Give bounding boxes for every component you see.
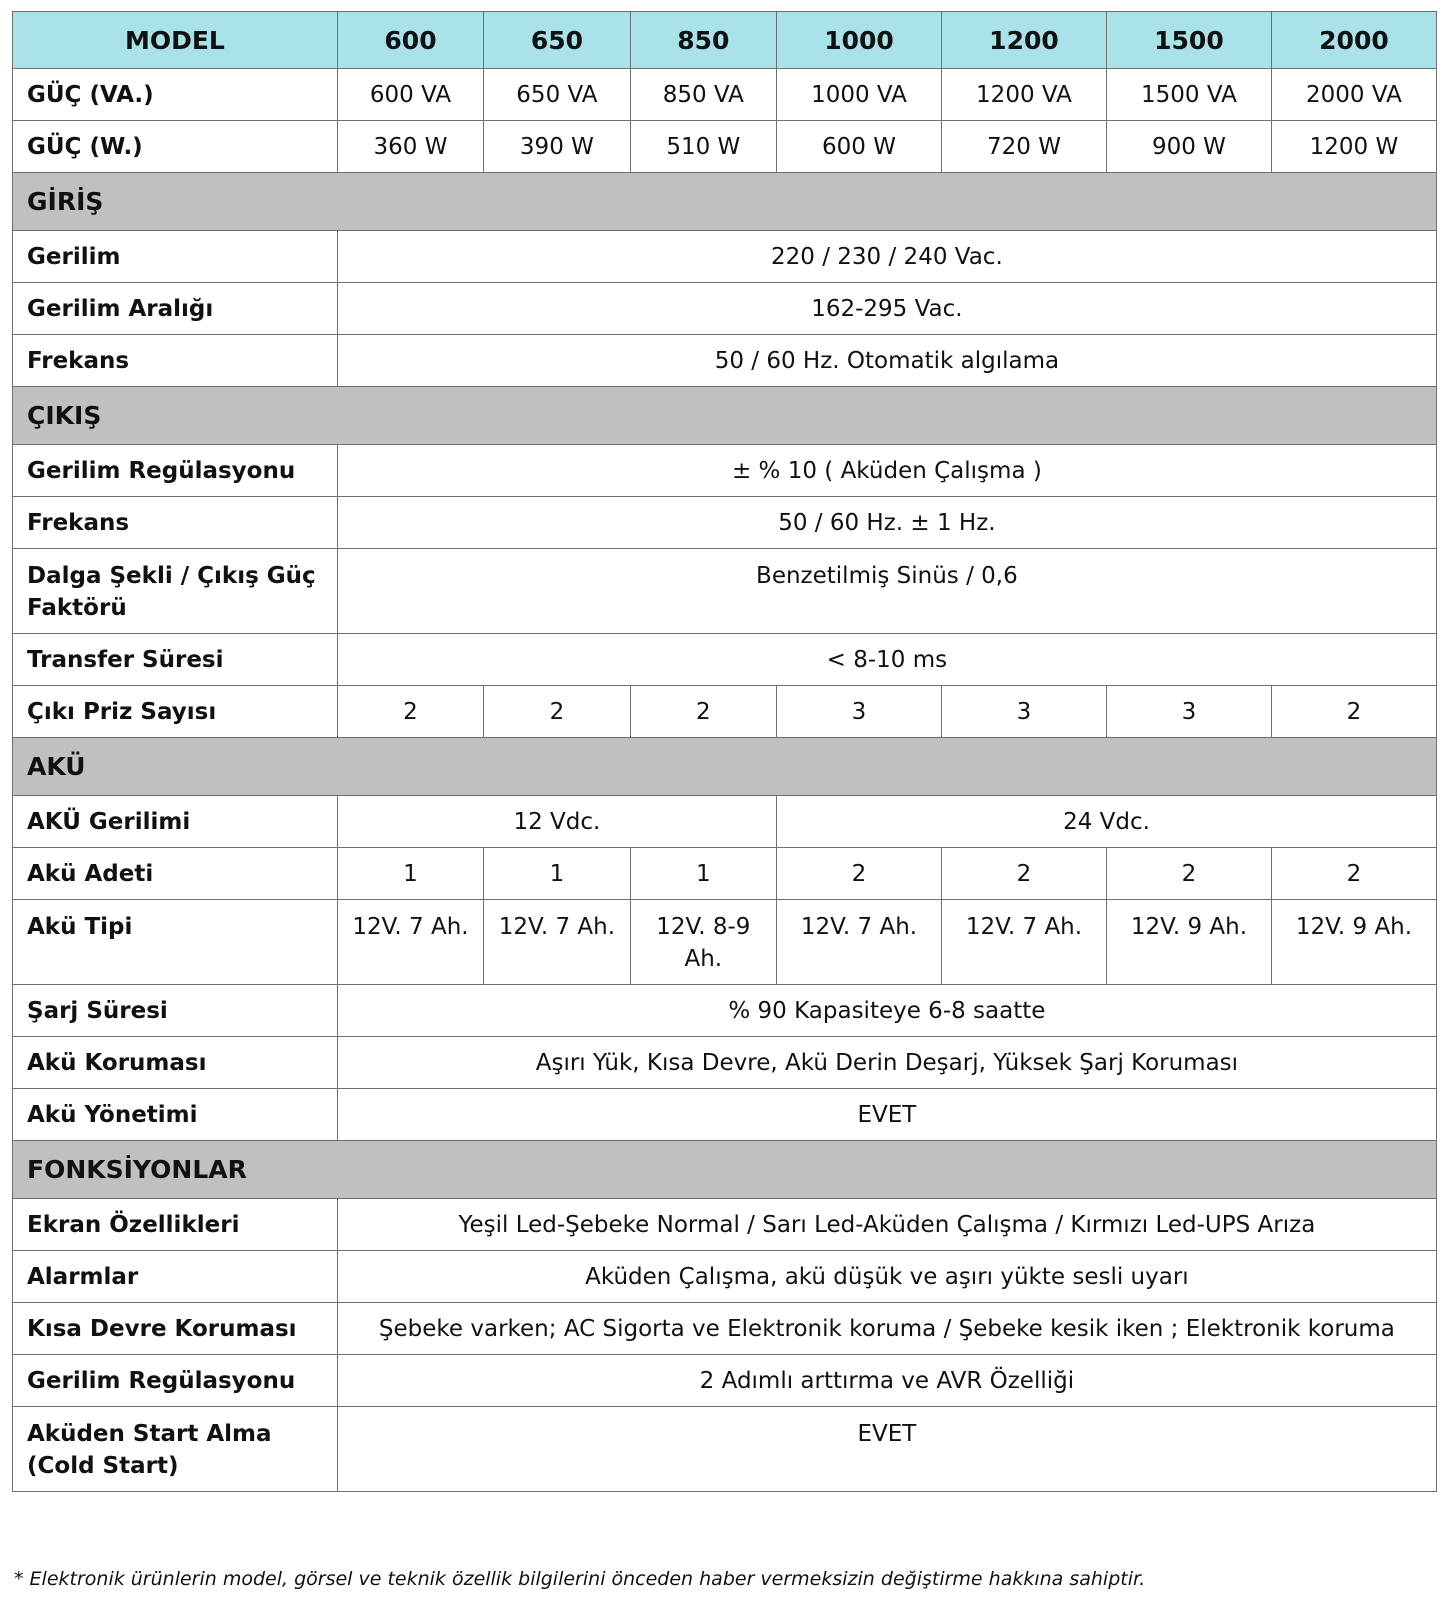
row-label: Transfer Süresi	[13, 634, 338, 686]
input-voltage-range-row	[13, 283, 1437, 335]
cell: 2	[484, 686, 630, 738]
cell: 390 W	[484, 121, 630, 173]
section-title: ÇIKIŞ	[13, 387, 1437, 445]
row-label: AKÜ Gerilimi	[13, 796, 338, 848]
power-w-row	[13, 121, 1437, 173]
input-voltage-row	[13, 231, 1437, 283]
cell: 3	[941, 686, 1106, 738]
row-label: Frekans	[13, 497, 338, 549]
cell: 50 / 60 Hz. ± 1 Hz.	[337, 497, 1436, 549]
cell: EVET	[337, 1089, 1436, 1141]
functions-display-row	[13, 1199, 1437, 1251]
model-header-row	[13, 12, 1437, 69]
model-600: 600	[337, 12, 483, 69]
row-label: Frekans	[13, 335, 338, 387]
functions-regulation-row	[13, 1355, 1437, 1407]
cell: 12 Vdc.	[337, 796, 776, 848]
row-label: Gerilim Regülasyonu	[13, 445, 338, 497]
cell: 1000 VA	[777, 69, 942, 121]
functions-short-circuit-row	[13, 1303, 1437, 1355]
row-label: Dalga Şekli / Çıkış Güç Faktörü	[13, 549, 338, 634]
cell: 1	[337, 848, 483, 900]
cell: 12V. 7 Ah.	[337, 900, 483, 985]
section-output	[13, 387, 1437, 445]
cell: 2	[941, 848, 1106, 900]
cell: EVET	[337, 1407, 1436, 1492]
cell: ± % 10 ( Aküden Çalışma )	[337, 445, 1436, 497]
battery-protection-row	[13, 1037, 1437, 1089]
row-label: Gerilim Aralığı	[13, 283, 338, 335]
cell: 2	[1271, 686, 1436, 738]
row-label: Alarmlar	[13, 1251, 338, 1303]
row-label: Gerilim Regülasyonu	[13, 1355, 338, 1407]
model-850: 850	[630, 12, 776, 69]
cell: 850 VA	[630, 69, 776, 121]
cell: 2	[337, 686, 483, 738]
cell: 220 / 230 / 240 Vac.	[337, 231, 1436, 283]
row-label: GÜÇ (W.)	[13, 121, 338, 173]
section-functions	[13, 1141, 1437, 1199]
row-label: GÜÇ (VA.)	[13, 69, 338, 121]
battery-type-row	[13, 900, 1437, 985]
battery-voltage-row	[13, 796, 1437, 848]
cell: 1200 VA	[941, 69, 1106, 121]
battery-count-row	[13, 848, 1437, 900]
model-1500: 1500	[1106, 12, 1271, 69]
section-input	[13, 173, 1437, 231]
cell: 1200 W	[1271, 121, 1436, 173]
section-title: GİRİŞ	[13, 173, 1437, 231]
cell: 2	[630, 686, 776, 738]
model-1200: 1200	[941, 12, 1106, 69]
row-label: Akü Tipi	[13, 900, 338, 985]
row-label: Şarj Süresi	[13, 985, 338, 1037]
row-label: Akü Adeti	[13, 848, 338, 900]
cell: 600 VA	[337, 69, 483, 121]
row-label: Kısa Devre Koruması	[13, 1303, 338, 1355]
cell: 1500 VA	[1106, 69, 1271, 121]
cell: Yeşil Led-Şebeke Normal / Sarı Led-Aküden Çalışma / Kırmızı Led-UPS Arıza	[337, 1199, 1436, 1251]
cell: 720 W	[941, 121, 1106, 173]
cell: 3	[1106, 686, 1271, 738]
spec-table	[12, 11, 1437, 1492]
cell: 2000 VA	[1271, 69, 1436, 121]
cell: 2	[1271, 848, 1436, 900]
row-label: Ekran Özellikleri	[13, 1199, 338, 1251]
model-650: 650	[484, 12, 630, 69]
cell: 12V. 9 Ah.	[1271, 900, 1436, 985]
row-label: Gerilim	[13, 231, 338, 283]
model-1000: 1000	[777, 12, 942, 69]
functions-cold-start-row	[13, 1407, 1437, 1492]
cell: 12V. 9 Ah.	[1106, 900, 1271, 985]
section-title: AKÜ	[13, 738, 1437, 796]
power-va-row	[13, 69, 1437, 121]
cell: 600 W	[777, 121, 942, 173]
cell: 12V. 7 Ah.	[484, 900, 630, 985]
cell: Aküden Çalışma, akü düşük ve aşırı yükte sesli uyarı	[337, 1251, 1436, 1303]
cell: 2	[777, 848, 942, 900]
cell: 1	[484, 848, 630, 900]
row-label: Akü Koruması	[13, 1037, 338, 1089]
section-battery	[13, 738, 1437, 796]
model-label: MODEL	[13, 12, 338, 69]
cell: Benzetilmiş Sinüs / 0,6	[337, 549, 1436, 634]
cell: 360 W	[337, 121, 483, 173]
cell: Aşırı Yük, Kısa Devre, Akü Derin Deşarj, Yüksek Şarj Koruması	[337, 1037, 1436, 1089]
cell: 900 W	[1106, 121, 1271, 173]
row-label: Aküden Start Alma (Cold Start)	[13, 1407, 338, 1492]
cell: 24 Vdc.	[777, 796, 1437, 848]
output-transfer-row	[13, 634, 1437, 686]
cell: 1	[630, 848, 776, 900]
output-frequency-row	[13, 497, 1437, 549]
output-sockets-row	[13, 686, 1437, 738]
row-label: Akü Yönetimi	[13, 1089, 338, 1141]
output-waveform-row	[13, 549, 1437, 634]
cell: 510 W	[630, 121, 776, 173]
cell: 650 VA	[484, 69, 630, 121]
cell: Şebeke varken; AC Sigorta ve Elektronik koruma / Şebeke kesik iken ; Elektronik koruma	[337, 1303, 1436, 1355]
model-2000: 2000	[1271, 12, 1436, 69]
cell: 50 / 60 Hz. Otomatik algılama	[337, 335, 1436, 387]
cell: < 8-10 ms	[337, 634, 1436, 686]
battery-management-row	[13, 1089, 1437, 1141]
cell: % 90 Kapasiteye 6-8 saatte	[337, 985, 1436, 1037]
cell: 162-295 Vac.	[337, 283, 1436, 335]
cell: 12V. 8-9 Ah.	[630, 900, 776, 985]
cell: 2	[1106, 848, 1271, 900]
cell: 12V. 7 Ah.	[941, 900, 1106, 985]
input-frequency-row	[13, 335, 1437, 387]
functions-alarms-row	[13, 1251, 1437, 1303]
section-title: FONKSİYONLAR	[13, 1141, 1437, 1199]
cell: 3	[777, 686, 942, 738]
output-regulation-row	[13, 445, 1437, 497]
cell: 2 Adımlı arttırma ve AVR Özelliği	[337, 1355, 1436, 1407]
cell: 12V. 7 Ah.	[777, 900, 942, 985]
row-label: Çıkı Priz Sayısı	[13, 686, 338, 738]
battery-charge-time-row	[13, 985, 1437, 1037]
footnote: * Elektronik ürünlerin model, görsel ve teknik özellik bilgilerini önceden haber vermeksizin değiştirme hakkına sahiptir.	[14, 1568, 1146, 1590]
